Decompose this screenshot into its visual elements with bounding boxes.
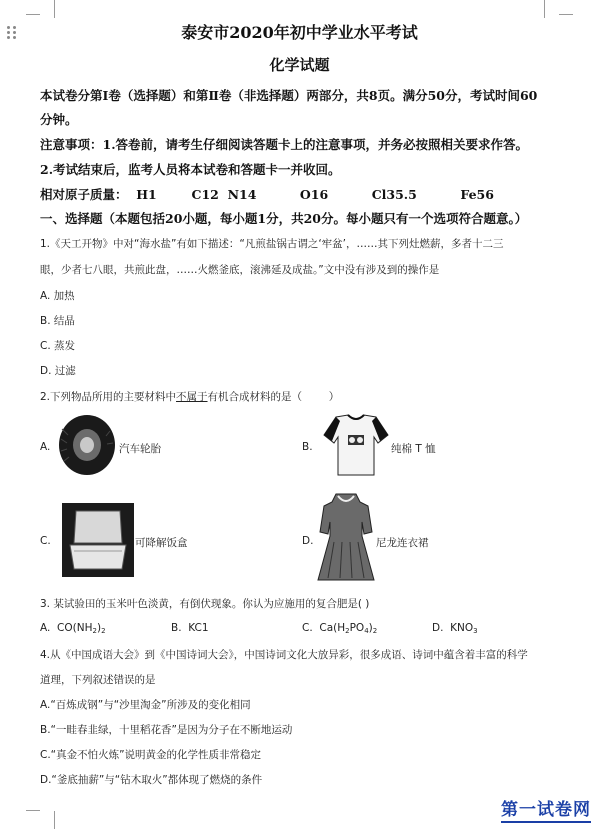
crop-mark-top-left-h bbox=[26, 14, 40, 15]
q3-option-c[interactable] bbox=[302, 622, 377, 635]
q2-stem-before: 2.下列物品所用的主要材料中 bbox=[40, 391, 177, 403]
crop-mark-top-left bbox=[40, 0, 55, 18]
q3-option-c-letter: C. bbox=[302, 622, 313, 634]
q3-option-d[interactable] bbox=[432, 622, 478, 635]
q3-option-a-letter: A. bbox=[40, 622, 51, 634]
note-2: 2.考试结束后，监考人员将本试卷和答题卡一并收回。 bbox=[40, 162, 341, 177]
q3-option-d-formula: KNO bbox=[450, 622, 474, 634]
q2-option-b-label: 纯棉 T 恤 bbox=[391, 443, 436, 455]
q2-option-c-label: 可降解饭盒 bbox=[135, 537, 188, 549]
atomic-mass-text: 相对原子质量： H1 C12 N14 O16 Cl35.5 Fe56 bbox=[40, 187, 494, 202]
section-heading: 一、选择题（本题包括20小题，每小题1分，共20分。每小题只有一个选项符合题意。） bbox=[40, 211, 528, 226]
crop-mark-bottom-left-h bbox=[26, 810, 40, 811]
q1-option-a[interactable]: A. 加热 bbox=[40, 290, 75, 302]
q4-option-a[interactable]: A.“百炼成钢”与“沙里淘金”所涉及的变化相同 bbox=[40, 699, 251, 711]
q3-option-c-sub2: 4 bbox=[364, 627, 369, 635]
q3-option-b-letter: B. bbox=[171, 622, 182, 634]
q2-option-b-letter[interactable]: B. bbox=[302, 441, 313, 453]
tshirt-image bbox=[322, 413, 390, 477]
intro-line-2: 分钟。 bbox=[40, 112, 78, 127]
q3-option-b[interactable] bbox=[171, 622, 209, 634]
crop-mark-top-right bbox=[544, 0, 559, 18]
q2-option-c-letter[interactable]: C. bbox=[40, 535, 51, 547]
crop-mark-bottom-left bbox=[40, 811, 55, 829]
atomic-mass-line bbox=[40, 185, 494, 203]
q3-stem: 3. 某试验田的玉米叶色淡黄，有倒伏现象。你认为应施用的复合肥是( ) bbox=[40, 598, 370, 610]
q4-stem-line-1: 4.从《中国成语大会》到《中国诗词大会》，中国诗词文化大放异彩，很多成语、诗词中蕴含着丰富的科学 bbox=[40, 649, 528, 661]
q2-option-a-label: 汽车轮胎 bbox=[119, 443, 161, 455]
q1-stem-line-1: 1.《天工开物》中对“海水盐”有如下描述：“凡煎盐锅古谓之‘牢盆’，……其下列灶燃薪，多者十二三 bbox=[40, 238, 504, 250]
q3-option-c-tail2: ) bbox=[368, 622, 373, 634]
q1-option-c[interactable]: C. 蒸发 bbox=[40, 340, 76, 352]
subject-title: 化学试题 bbox=[269, 56, 330, 74]
crop-mark-top-right-h bbox=[559, 14, 573, 15]
intro-line-1: 本试卷分第Ⅰ卷（选择题）和第Ⅱ卷（非选择题）两部分，共8页。满分50分，考试时间60 bbox=[40, 88, 538, 103]
q2-option-d-label: 尼龙连衣裙 bbox=[376, 537, 429, 549]
dress-image bbox=[316, 492, 376, 584]
q4-stem-line-2: 道理，下列叙述错误的是 bbox=[40, 674, 156, 686]
q3-option-b-formula: KC1 bbox=[188, 622, 209, 634]
q3-option-c-tail: PO bbox=[349, 622, 365, 634]
q4-option-b[interactable]: B.“一畦春韭绿，十里稻花香”是因为分子在不断地运动 bbox=[40, 724, 293, 736]
q3-option-c-formula: Ca(H bbox=[319, 622, 346, 634]
q3-option-a-sub2: 2 bbox=[101, 627, 106, 635]
tire-image bbox=[56, 413, 118, 477]
q2-option-d-letter[interactable]: D. bbox=[302, 535, 314, 547]
exam-title: 泰安市2020年初中学业水平考试 bbox=[181, 23, 418, 42]
q3-option-c-sub3: 2 bbox=[372, 627, 378, 635]
q3-option-d-sub: 3 bbox=[473, 627, 478, 635]
q3-option-a-tail: ) bbox=[96, 622, 102, 634]
q1-stem-line-2: 眼，少者七八眼，共煎此盘，……火燃釜底，滚沸延及成盐。”文中没有涉及到的操作是 bbox=[40, 264, 440, 276]
lunchbox-image bbox=[62, 503, 134, 577]
q3-option-a[interactable] bbox=[40, 622, 106, 635]
q2-stem bbox=[40, 389, 339, 404]
q2-stem-underlined: 不属于 bbox=[176, 391, 208, 403]
q3-option-a-sub: 2 bbox=[92, 627, 97, 635]
q3-option-d-letter: D. bbox=[432, 622, 444, 634]
q4-option-c[interactable]: C.“真金不怕火炼”说明黄金的化学性质非常稳定 bbox=[40, 749, 262, 761]
site-watermark: 第一试卷网 bbox=[501, 795, 591, 823]
q1-option-d[interactable]: D. 过滤 bbox=[40, 365, 76, 377]
q2-stem-after: 有机合成材料的是（ ） bbox=[207, 391, 340, 403]
q4-option-d[interactable]: D.“釜底抽薪”与“钻木取火”都体现了燃烧的条件 bbox=[40, 774, 263, 786]
q2-option-a-letter[interactable]: A. bbox=[40, 441, 51, 453]
q3-option-a-formula: CO(NH bbox=[57, 622, 93, 634]
q3-option-c-sub: 2 bbox=[345, 627, 350, 635]
note-1: 注意事项：1.答卷前，请考生仔细阅读答题卡上的注意事项，并务必按照相关要求作答。 bbox=[40, 137, 529, 152]
q1-option-b[interactable]: B. 结晶 bbox=[40, 315, 75, 327]
